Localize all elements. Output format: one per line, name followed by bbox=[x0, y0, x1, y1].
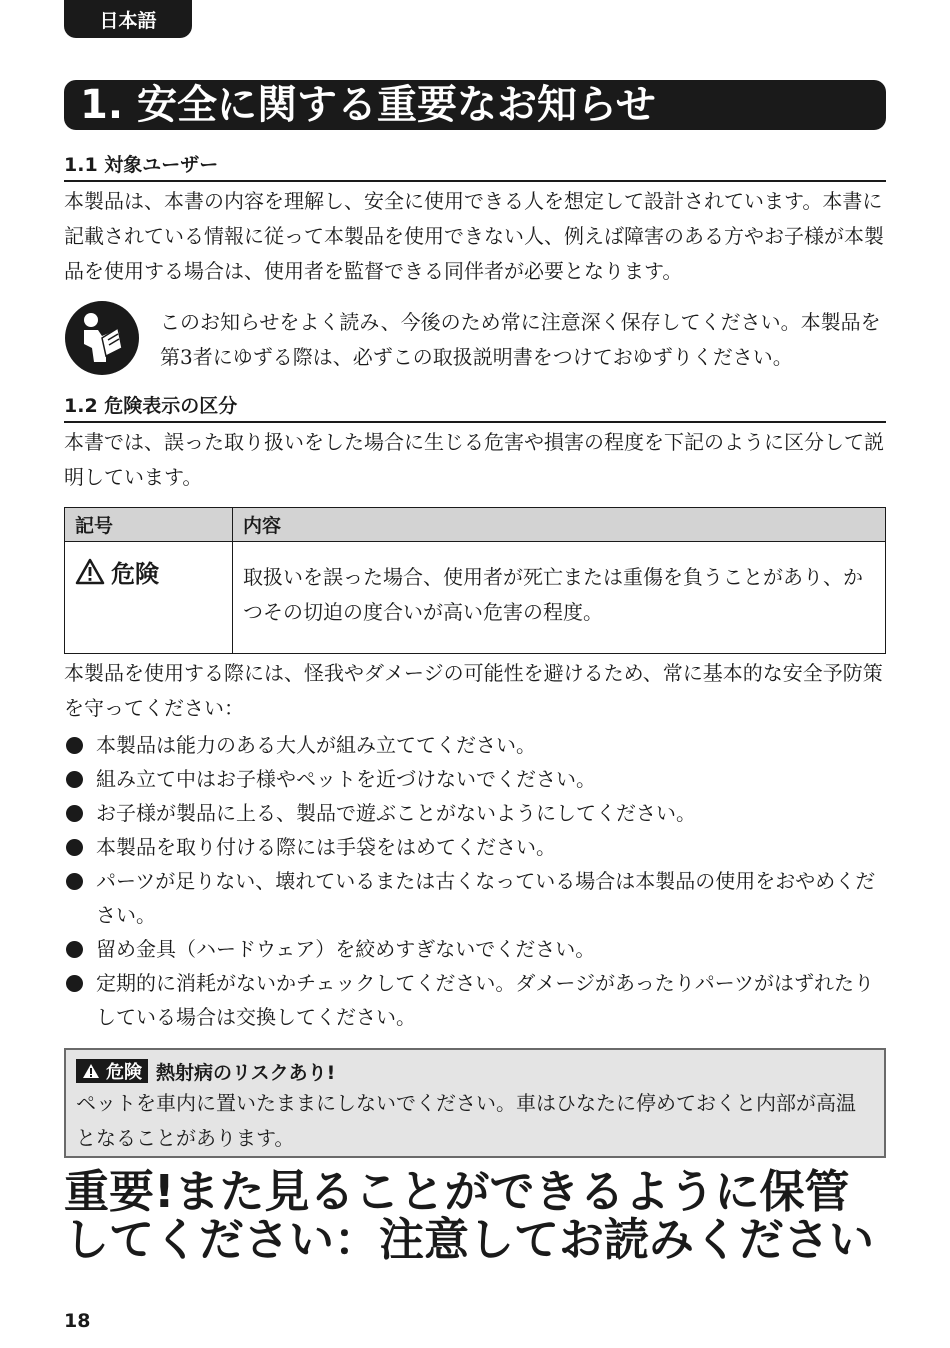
danger-badge bbox=[76, 1059, 148, 1083]
heading-1-1: 1.1 対象ユーザー bbox=[64, 150, 886, 182]
warning-triangle-icon bbox=[82, 1063, 100, 1079]
precautions-intro: 本製品を使用する際には、怪我やダメージの可能性を避けるため、常に基本的な安全予防策を守ってください： bbox=[64, 661, 883, 720]
col-content-header: 内容 bbox=[233, 508, 886, 542]
list-item: お子様が製品に上る、製品で遊ぶことがないようにしてください。 bbox=[64, 796, 886, 830]
read-manual-icon bbox=[64, 300, 140, 376]
warning-triangle-icon bbox=[75, 558, 105, 585]
warning-title: 熱射病のリスクあり! bbox=[156, 1061, 336, 1084]
list-item: 留め金具（ハードウェア）を絞めすぎないでください。 bbox=[64, 932, 886, 966]
heading-1-2: 1.2 危険表示の区分 bbox=[64, 391, 886, 423]
list-item: 本製品は能力のある大人が組み立ててください。 bbox=[64, 728, 886, 762]
list-item: 本製品を取り付ける際には手袋をはめてください。 bbox=[64, 830, 886, 864]
notice-text: このお知らせをよく読み、今後のため常に注意深く保存してください。本製品を第3者にゆずる際は、必ずこの取扱説明書をつけておゆずりください。 bbox=[160, 310, 881, 369]
list-item: 定期的に消耗がないかチェックしてください。ダメージがあったりパーツがはずれたりしている場合は交換してください。 bbox=[64, 966, 886, 1034]
symbol-cell bbox=[65, 542, 233, 654]
danger-badge-label: 危険 bbox=[106, 1062, 142, 1083]
warning-text: ペットを車内に置いたままにしないでください。車はひなたに停めておくと内部が高温となることがあります。 bbox=[76, 1091, 856, 1150]
hazard-table bbox=[64, 507, 886, 654]
hazard-intro-text: 本書では、誤った取り扱いをした場合に生じる危害や損害の程度を下記のように区分して説明しています。 bbox=[64, 430, 884, 489]
heatstroke-warning-box bbox=[64, 1048, 886, 1158]
important-title: 重要!また見ることができるように保管してください：注意してお読みください bbox=[64, 1165, 875, 1266]
danger-description: 取扱いを誤った場合、使用者が死亡または重傷を負うことがあり、かつその切迫の度合いが高い危害の程度。 bbox=[233, 542, 886, 654]
language-tab: 日本語 bbox=[64, 0, 192, 38]
danger-label: 危険 bbox=[111, 560, 159, 588]
page-number: 18 bbox=[64, 1310, 91, 1332]
section-title: 1. 安全に関する重要なお知らせ bbox=[64, 80, 886, 130]
col-symbol-header: 記号 bbox=[65, 508, 233, 542]
precautions-list bbox=[64, 728, 886, 1034]
list-item: 組み立て中はお子様やペットを近づけないでください。 bbox=[64, 762, 886, 796]
intended-users-text: 本製品は、本書の内容を理解し、安全に使用できる人を想定して設計されています。本書に記載されている情報に従って本製品を使用できない人、例えば障害のある方やお子様が本製品を使用する場合は、使用者を監督できる同伴者が必要となります。 bbox=[64, 189, 884, 283]
list-item: パーツが足りない、壊れているまたは古くなっている場合は本製品の使用をおやめください。 bbox=[64, 864, 886, 932]
